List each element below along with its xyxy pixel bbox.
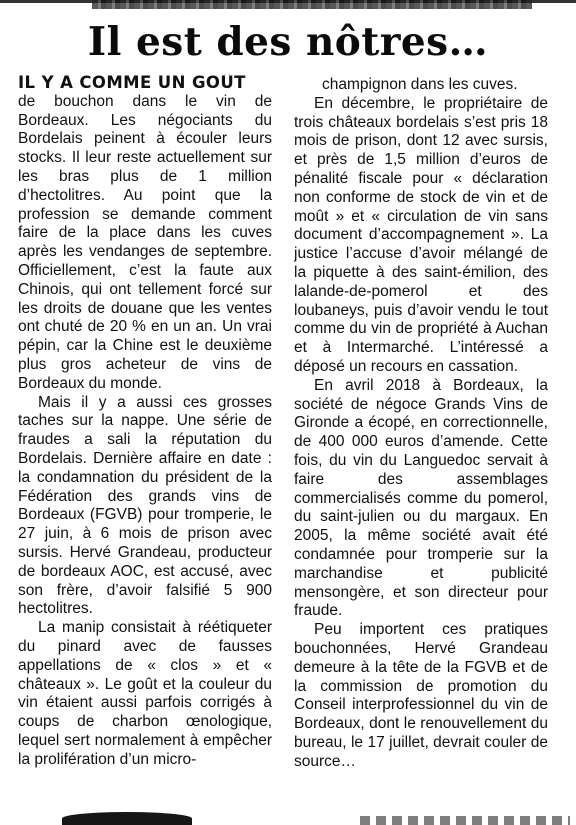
article-body bbox=[18, 74, 562, 810]
column-left bbox=[18, 74, 272, 810]
paragraph-5: En avril 2018 à Bordeaux, la société de négoce Grands Vins de Gironde a écopé, en correctionnelle, de 400 000 euros d’amende. Cette fois, du vin du Languedoc servait à faire des assemblages commercialisés comme du pomerol, du saint-julien ou du margaux. En 2005, la même société avait été condamnée pour tromperie sur la marchandise et publicité mensongère, et son directeur pour fraude. bbox=[294, 376, 548, 620]
paragraph-4: En décembre, le propriétaire de trois châteaux bordelais s’est pris 18 mois de prison, dont 12 avec sursis, et près de 1,5 million d’euros de pénalité fiscale pour « déclaration non conforme de stock de vin et de moût » et « circulation de vin sans document d’accompagnement ». La justice l’accuse d’avoir mélangé de la piquette à des saint-émilion, des lalande-de-pomerol et des loubaneys, puis d’avoir vendu le tout comme du vin de propriété à Auchan et à Intermarché. L’intéressé a déposé un recours en cassation. bbox=[294, 94, 548, 375]
article-title: Il est des nôtres… bbox=[87, 19, 489, 65]
bottom-clipping-edge bbox=[360, 816, 570, 825]
paragraph-2: Mais il y a aussi ces grosses taches sur la nappe. Une série de fraudes a sali la réputation du Bordelais. Dernière affaire en date : la condamnation du président de la Fédération des grands vins de Bordeaux (FGVB) pour tromperie, le 27 juin, à 6 mois de prison avec sursis. Hervé Grandeau, producteur de bordeaux AOC, est accusé, avec son frère, d’avoir falsifié 5 900 hectolitres. bbox=[18, 393, 272, 618]
column-right bbox=[294, 76, 548, 812]
lead-line: IL Y A COMME UN GOÛT bbox=[18, 74, 246, 92]
previous-article-remnant bbox=[92, 0, 532, 9]
paragraph-6: Peu importent ces pratiques bouchonnées, Hervé Grandeau demeure à la tête de la FGVB et de la commission de promotion du Conseil interprofessionnel du vin de Bordeaux, dont le renouvellement du bureau, le 17 juillet, devrait couler de source… bbox=[294, 621, 548, 770]
paragraph-3-continued: champignon dans les cuves. bbox=[322, 76, 518, 93]
paragraph-3: La manip consistait à réétiqueter du pinard avec de fausses appellations de « clos » et « châteaux ». Le goût et la couleur du vin étaient aussi parfois corrigés à coups de charbon œnologique, lequel sert normalement à empêcher la prolifération d’un micro- bbox=[18, 619, 272, 768]
next-article-remnant bbox=[62, 812, 192, 825]
paragraph-1: de bouchon dans le vin de Bordeaux. Les négociants du Bordelais peinent à écouler leurs stocks. Il leur reste actuellement sur les bras plus de 1 million d’hectolitres. Au point que la profession se demande comment faire de la place dans les cuves après les vendanges de septembre. Officiellement, c’est la faute aux Chinois, qui ont tellement forcé sur les droits de douane que les ventes ont chuté de 20 % en un an. Un vrai pépin, car la Chine est le deuxième plus gros acheteur de vins de Bordeaux du monde. bbox=[18, 92, 272, 392]
